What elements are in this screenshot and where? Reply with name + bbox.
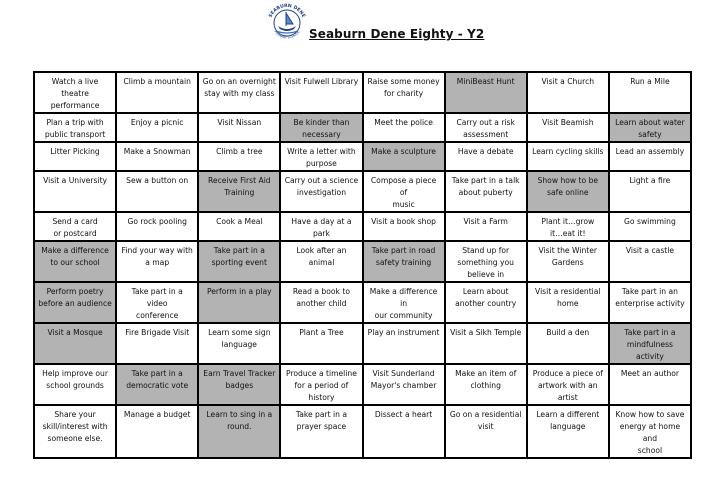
challenge-text: Read a book to another child <box>292 287 350 308</box>
challenge-text: Play an instrument <box>367 328 440 337</box>
challenge-text: Have a day at a park <box>291 217 352 238</box>
challenge-grid <box>33 71 692 459</box>
challenge-cell <box>116 142 198 171</box>
challenge-cell <box>34 323 116 364</box>
challenge-cell <box>445 72 527 113</box>
challenge-cell <box>445 364 527 405</box>
challenge-grid-body <box>34 72 691 458</box>
challenge-cell <box>363 364 445 405</box>
challenge-cell <box>280 212 362 241</box>
challenge-cell <box>280 171 362 212</box>
challenge-text: Learn cycling skills <box>532 147 604 156</box>
challenge-text: Meet an author <box>620 369 680 378</box>
challenge-text: Visit a Church <box>541 77 595 86</box>
challenge-cell <box>445 405 527 458</box>
challenge-text: Litter Picking <box>50 147 100 156</box>
challenge-text: Raise some money for charity <box>367 77 440 98</box>
challenge-text: Visit a University <box>43 176 108 185</box>
challenge-cell <box>198 364 280 405</box>
challenge-cell <box>609 405 691 458</box>
challenge-cell <box>198 142 280 171</box>
challenge-text: Go swimming <box>624 217 676 226</box>
challenge-text: Make a Snowman <box>123 147 191 156</box>
challenge-cell <box>116 241 198 282</box>
challenge-text: Climb a tree <box>216 147 263 156</box>
challenge-cell <box>445 212 527 241</box>
challenge-cell <box>609 364 691 405</box>
challenge-text: Cook a Meal <box>216 217 263 226</box>
challenge-text: Learn a different language <box>536 410 600 431</box>
challenge-text: Take part in road safety training <box>371 246 436 267</box>
challenge-cell <box>116 72 198 113</box>
challenge-text: MiniBeast Hunt <box>456 77 515 86</box>
challenge-cell <box>116 212 198 241</box>
challenge-cell <box>445 323 527 364</box>
challenge-cell <box>527 171 609 212</box>
challenge-cell <box>609 282 691 323</box>
challenge-text: Climb a mountain <box>123 77 191 86</box>
challenge-text: Watch a live theatre performance <box>50 77 100 110</box>
challenge-cell <box>116 323 198 364</box>
challenge-cell <box>280 282 362 323</box>
challenge-cell <box>34 364 116 405</box>
challenge-cell <box>280 405 362 458</box>
challenge-text: Learn about water safety <box>615 118 685 139</box>
challenge-text: Enjoy a picnic <box>130 118 184 127</box>
challenge-text: Carry out a risk assessment <box>456 118 515 139</box>
challenge-cell <box>363 282 445 323</box>
challenge-cell <box>34 212 116 241</box>
challenge-cell <box>363 72 445 113</box>
challenge-cell <box>34 282 116 323</box>
challenge-cell <box>280 113 362 142</box>
challenge-text: Write a letter with purpose <box>287 147 356 168</box>
challenge-text: Carry out a science investigation <box>284 176 359 197</box>
challenge-cell <box>116 282 198 323</box>
challenge-text: Meet the police <box>374 118 433 127</box>
challenge-cell <box>363 241 445 282</box>
challenge-text: Plant it…grow it…eat it! <box>541 217 595 238</box>
challenge-text: Take part in a video conference <box>131 287 183 320</box>
challenge-text: Produce a timeline for a period of history <box>286 369 357 402</box>
challenge-text: Have a debate <box>457 147 514 156</box>
challenge-cell <box>116 171 198 212</box>
challenge-text: Receive First Aid Training <box>207 176 271 197</box>
challenge-text: Make a difference to our school <box>41 246 109 267</box>
challenge-cell <box>609 113 691 142</box>
challenge-text: Perform in a play <box>206 287 272 296</box>
challenge-text: Visit a Farm <box>463 217 508 226</box>
challenge-text: Light a fire <box>629 176 671 185</box>
challenge-text: Look after an animal <box>296 246 347 267</box>
challenge-cell <box>280 241 362 282</box>
challenge-cell <box>363 323 445 364</box>
challenge-cell <box>445 282 527 323</box>
challenge-cell <box>198 405 280 458</box>
challenge-cell <box>116 364 198 405</box>
challenge-text: Go rock pooling <box>127 217 187 226</box>
challenge-text: Go on a residential visit <box>449 410 522 431</box>
challenge-cell <box>363 405 445 458</box>
grid-row <box>34 212 691 241</box>
grid-row <box>34 171 691 212</box>
challenge-cell <box>198 171 280 212</box>
challenge-text: Manage a budget <box>123 410 191 419</box>
challenge-cell <box>280 72 362 113</box>
grid-row <box>34 142 691 171</box>
challenge-cell <box>198 113 280 142</box>
challenge-text: Learn to sing in a round. <box>206 410 273 431</box>
challenge-text: Visit Nissan <box>217 118 262 127</box>
challenge-cell <box>527 364 609 405</box>
challenge-cell <box>445 113 527 142</box>
challenge-text: Go on an overnight stay with my class <box>202 77 276 98</box>
challenge-cell <box>527 113 609 142</box>
challenge-text: Help improve our school grounds <box>42 369 108 390</box>
challenge-cell <box>609 72 691 113</box>
challenge-cell <box>280 364 362 405</box>
challenge-text: Take part in an enterprise activity <box>615 287 685 308</box>
challenge-text: Take part in a mindfulness activity <box>624 328 676 361</box>
challenge-text: Learn about another country <box>455 287 517 308</box>
grid-row <box>34 113 691 142</box>
challenge-cell <box>527 241 609 282</box>
challenge-cell <box>34 405 116 458</box>
challenge-text: Lead an assembly <box>615 147 685 156</box>
challenge-cell <box>445 142 527 171</box>
challenge-cell <box>527 142 609 171</box>
grid-row <box>34 282 691 323</box>
challenge-text: Perform poetry before an audience <box>38 287 112 308</box>
challenge-text: Take part in a talk about puberty <box>451 176 520 197</box>
grid-row <box>34 323 691 364</box>
challenge-text: Sew a button on <box>126 176 189 185</box>
challenge-cell <box>198 323 280 364</box>
challenge-cell <box>527 72 609 113</box>
challenge-cell <box>445 241 527 282</box>
challenge-text: Fire Brigade Visit <box>125 328 190 337</box>
challenge-cell <box>363 171 445 212</box>
challenge-cell <box>609 241 691 282</box>
challenge-cell <box>445 171 527 212</box>
challenge-text: Visit a residential home <box>535 287 601 308</box>
challenge-text: Visit a Mosque <box>47 328 103 337</box>
challenge-cell <box>609 212 691 241</box>
challenge-text: Take part in a sporting event <box>211 246 267 267</box>
challenge-text: Take part in a democratic vote <box>126 369 189 390</box>
challenge-cell <box>116 405 198 458</box>
challenge-cell <box>34 142 116 171</box>
challenge-cell <box>363 142 445 171</box>
school-crest-logo <box>264 2 310 44</box>
challenge-cell <box>280 323 362 364</box>
challenge-text: Visit Beamish <box>542 118 594 127</box>
challenge-cell <box>609 171 691 212</box>
grid-row <box>34 241 691 282</box>
challenge-text: Visit Sunderland Mayor's chamber <box>370 369 437 390</box>
challenge-text: Make a sculpture <box>371 147 436 156</box>
challenge-text: Produce a piece of artwork with an artist <box>532 369 603 402</box>
crest-bottom-text: PRIMARY SCHOOL <box>273 29 301 40</box>
challenge-cell <box>198 212 280 241</box>
challenge-text: Plan a trip with public transport <box>44 118 106 139</box>
crest-top-text: SEABURN DENE <box>268 3 306 19</box>
grid-row <box>34 405 691 458</box>
challenge-cell <box>280 142 362 171</box>
challenge-cell <box>116 113 198 142</box>
challenge-text: Earn Travel Tracker badges <box>203 369 276 390</box>
challenge-cell <box>527 405 609 458</box>
challenge-text: Make a difference in our community <box>369 287 438 320</box>
challenge-text: Dissect a heart <box>374 410 433 419</box>
challenge-text: Be kinder than necessary <box>293 118 350 139</box>
challenge-text: Learn some sign language <box>208 328 271 349</box>
challenge-text: Find your way with a map <box>121 246 193 267</box>
challenge-text: Visit a castle <box>625 246 675 255</box>
page-title: Seaburn Dene Eighty - Y2 <box>309 27 485 41</box>
challenge-cell <box>363 113 445 142</box>
challenge-text: Send a card or postcard <box>52 217 98 238</box>
challenge-text: Plant a Tree <box>299 328 344 337</box>
challenge-cell <box>198 241 280 282</box>
grid-row <box>34 72 691 113</box>
challenge-text: Compose a piece of music <box>370 176 437 209</box>
challenge-text: Know how to save energy at home and school <box>615 410 685 455</box>
challenge-cell <box>527 323 609 364</box>
challenge-text: Visit a Sikh Temple <box>450 328 522 337</box>
challenge-cell <box>34 241 116 282</box>
challenge-text: Share your skill/interest with someone else. <box>42 410 108 443</box>
challenge-text: Visit the Winter Gardens <box>538 246 598 267</box>
challenge-cell <box>609 323 691 364</box>
challenge-cell <box>34 113 116 142</box>
challenge-cell <box>198 72 280 113</box>
grid-row <box>34 364 691 405</box>
challenge-text: Visit Fulwell Library <box>284 77 359 86</box>
challenge-cell <box>527 282 609 323</box>
challenge-text: Build a den <box>546 328 590 337</box>
challenge-text: Show how to be safe online <box>537 176 599 197</box>
challenge-text: Stand up for something you believe in <box>457 246 514 279</box>
challenge-text: Run a Mile <box>630 77 670 86</box>
challenge-cell <box>609 142 691 171</box>
challenge-cell <box>34 72 116 113</box>
challenge-text: Visit a book shop <box>371 217 436 226</box>
challenge-text: Make an item of clothing <box>455 369 517 390</box>
challenge-cell <box>34 171 116 212</box>
challenge-cell <box>198 282 280 323</box>
challenge-cell <box>363 212 445 241</box>
challenge-text: Take part in a prayer space <box>295 410 348 431</box>
challenge-cell <box>527 212 609 241</box>
